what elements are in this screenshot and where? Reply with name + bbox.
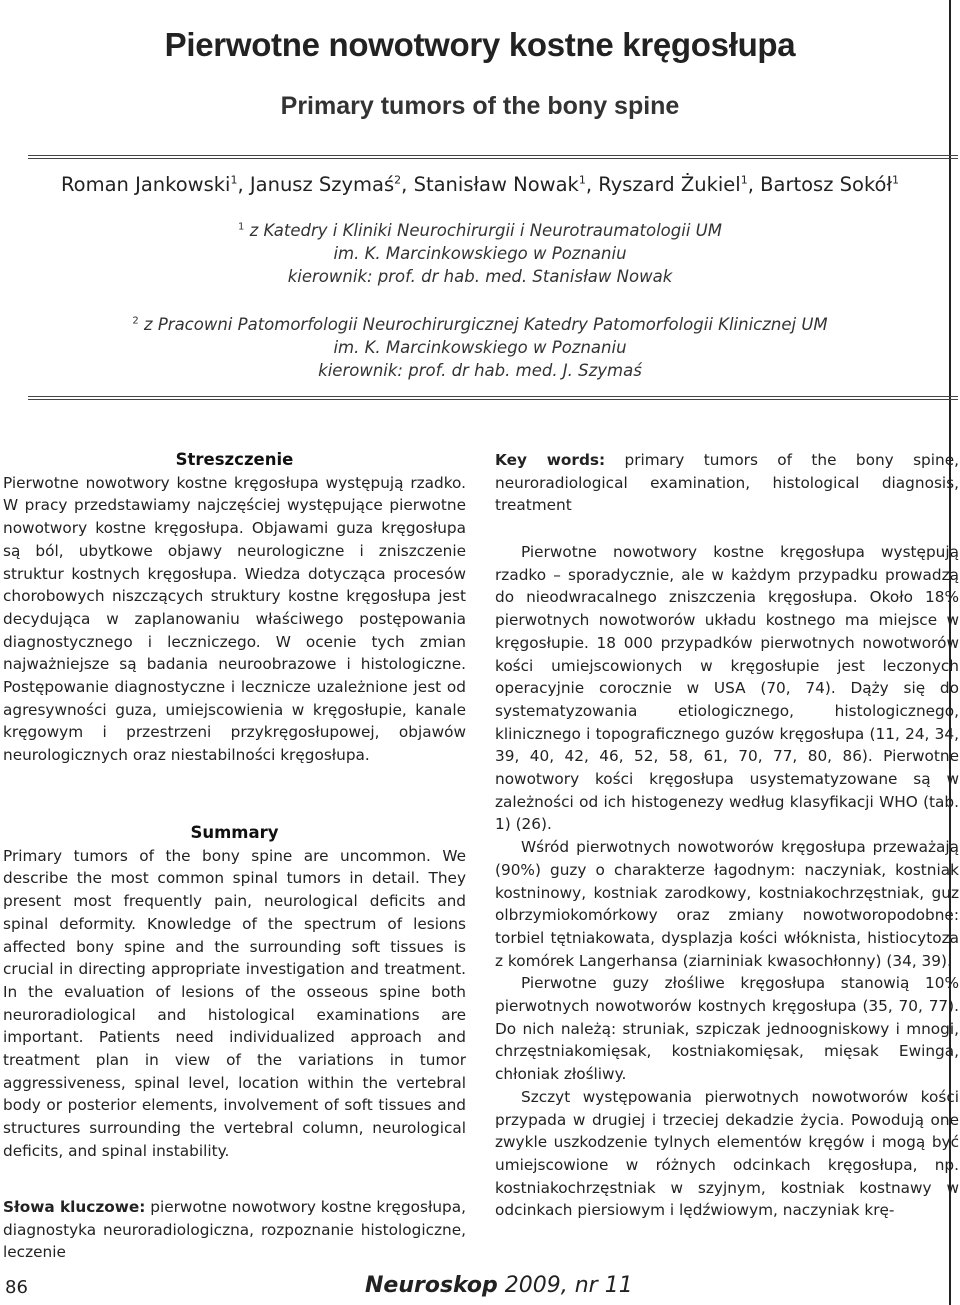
article-subtitle: Primary tumors of the bony spine xyxy=(280,92,680,120)
affiliation-divider xyxy=(28,396,958,400)
author-separator: , xyxy=(585,173,599,196)
affiliation-mark: 1 xyxy=(238,221,245,233)
affiliation-2 xyxy=(0,313,960,382)
author-affiliation-mark: 1 xyxy=(892,173,900,187)
affiliation-1 xyxy=(0,219,960,288)
author-affiliation-mark: 1 xyxy=(578,173,586,187)
affiliation-line: im. K. Marcinkowskiego w Poznaniu xyxy=(333,244,627,263)
author-affiliation-mark: 2 xyxy=(394,173,402,187)
keywords-label: Key words: xyxy=(495,451,606,469)
author-name: Bartosz Sokół xyxy=(760,173,893,196)
affiliation-line: im. K. Marcinkowskiego w Poznaniu xyxy=(333,338,627,357)
abstract-text: Pierwotne nowotwory kostne kręgosłupa występują rzadko. W pracy przedstawiamy najczęściej występujące pierwotne nowotwory kostne kręgosłupa. Objawami guza kręgosłupa są ból, ubytkowe objawy neurologiczne i zniszczenie struktur kostnych kręgosłupa. Wiedza dotycząca procesów chorobowych niszczących struktury kostne kręgosłupa jest decydująca w zaplanowaniu właściwego postępowania diagnostycznego i leczniczego. W ocenie tych zmian najważniejsze są badania neuroobrazowe i histologiczne. Postępowanie diagnostyczne i lecznicze uzależnione jest od agresywności guza, umiejscowienia w kręgosłupie, kanale kręgowym i przestrzeni przykręgosłupowej, objawów neurologicznych oraz niestabilności kręgosłupa. xyxy=(3,473,466,765)
author-separator: , xyxy=(401,173,414,196)
page-number: 86 xyxy=(5,1277,28,1298)
affiliation-mark: 2 xyxy=(132,315,139,327)
journal-issue: 2009, nr 11 xyxy=(497,1273,633,1298)
affiliation-head: kierownik: prof. dr hab. med. Stanisław Nowak xyxy=(287,267,673,286)
journal-footer xyxy=(365,1273,633,1298)
header-divider xyxy=(28,155,958,159)
author-name: Stanisław Nowak xyxy=(413,173,579,196)
abstract-english xyxy=(3,822,466,1163)
keywords-polish xyxy=(3,1196,466,1264)
affiliation-line: z Katedry i Kliniki Neurochirurgii i Neurotraumatologii UM xyxy=(244,221,722,240)
keywords-text: pierwotne nowotwory kostne kręgosłupa, diagnostyka neuroradiologiczna, rozpoznanie histologiczne, leczenie xyxy=(3,1198,466,1262)
author-affiliation-mark: 1 xyxy=(740,173,748,187)
author-name: Ryszard Żukiel xyxy=(598,173,741,196)
abstract-heading: Streszczenie xyxy=(175,450,294,469)
journal-name: Neuroskop xyxy=(365,1273,498,1298)
body-paragraph: Pierwotne guzy złośliwe kręgosłupa stanowią 10% pierwotnych nowotworów kostnych kręgosłupa (35, 70, 77). Do nich należą: struniak, szpiczak jednoogniskowy i mnogi, chrzęstniakomięsak, kostniakomięsak, mięsak Ewinga, chłoniak złośliwy. xyxy=(495,974,959,1084)
body-paragraph: Szczyt występowania pierwotnych nowotworów kości przypada w drugiej i trzeciej dekadzie życia. Powodują one zwykle uszkodzenie tylnych elementów kręgów i mogą być umiejscowione w różnych odcinkach kręgosłupa, np. kostniakochrzęstniak w szyjnym, kostniak kostnawy w odcinkach piersiowym i lędźwiowym, naczyniak krę- xyxy=(495,1087,959,1220)
author-affiliation-mark: 1 xyxy=(230,173,238,187)
article-body xyxy=(495,541,959,1222)
keywords-english xyxy=(495,449,959,517)
summary-heading: Summary xyxy=(190,823,279,842)
author-list xyxy=(0,173,960,196)
body-paragraph: Pierwotne nowotwory kostne kręgosłupa występują rzadko – sporadycznie, ale w każdym przypadku prowadzą do nieodwracalnego zniszczenia kręgosłupa. Około 18% pierwotnych nowotworów układu kostnego ma miejsce w kręgosłupie. 18 000 przypadków pierwotnych nowotworów kości umiejscowionych w kręgosłupie jest leczonych operacyjnie corocznie w USA (70, 74). Dąży się do systematyzowania etiologicznego, histologicznego, klinicznego i topograficznego guzów kręgosłupa (11, 24, 34, 39, 40, 42, 46, 52, 58, 61, 70, 77, 80, 86). Pierwotne nowotwory kości kręgosłupa usystematyzowane są w zależności od ich histogenezy według klasyfikacji WHO (tab. 1) (26). xyxy=(495,543,959,834)
author-name: Janusz Szymaś xyxy=(249,173,395,196)
keywords-text: primary tumors of the bony spine, neuroradiological examination, histological diagnosis, treatment xyxy=(495,451,959,515)
article-title: Pierwotne nowotwory kostne kręgosłupa xyxy=(164,26,796,63)
affiliation-head: kierownik: prof. dr hab. med. J. Szymaś xyxy=(318,361,642,380)
summary-text: Primary tumors of the bony spine are uncommon. We describe the most common spinal tumors in detail. They present most frequently pain, neurological deficits and spinal deformity. Knowledge of the spectrum of lesions affected bony spine and the surrounding soft tissues is crucial in directing appropriate investigation and treatment. In the evaluation of lesions of the osseous spine both neuroradiological and histological examinations are important. Patients need individualized approach and treatment plan in view of the variations in tumor aggressiveness, spinal level, location within the vertebral body or posterior elements, involvement of soft tissues and structures surrounding the vertebral column, neurological deficits, and spinal instability. xyxy=(3,846,466,1160)
body-paragraph: Wśród pierwotnych nowotworów kręgosłupa przeważają (90%) guzy o charakterze łagodnym: naczyniak, kostniak kostninowy, kostniak zarodkowy, kostniakochrzęstniak, guz olbrzymiokomórkowy oraz zmiany nowotworopodobne: torbiel tętniakowata, dysplazja kości włóknista, histiocytoza z komórek Langerhansa (ziarniniak kwasochłonny) (34, 39). xyxy=(495,838,959,970)
keywords-label: Słowa kluczowe: xyxy=(3,1198,146,1216)
affiliation-line: z Pracowni Patomorfologii Neurochirurgicznej Katedry Patomorfologii Klinicznej UM xyxy=(138,315,828,334)
author-separator: , xyxy=(747,173,761,196)
author-separator: , xyxy=(237,173,250,196)
author-name: Roman Jankowski xyxy=(60,173,231,196)
abstract-polish xyxy=(3,449,466,767)
